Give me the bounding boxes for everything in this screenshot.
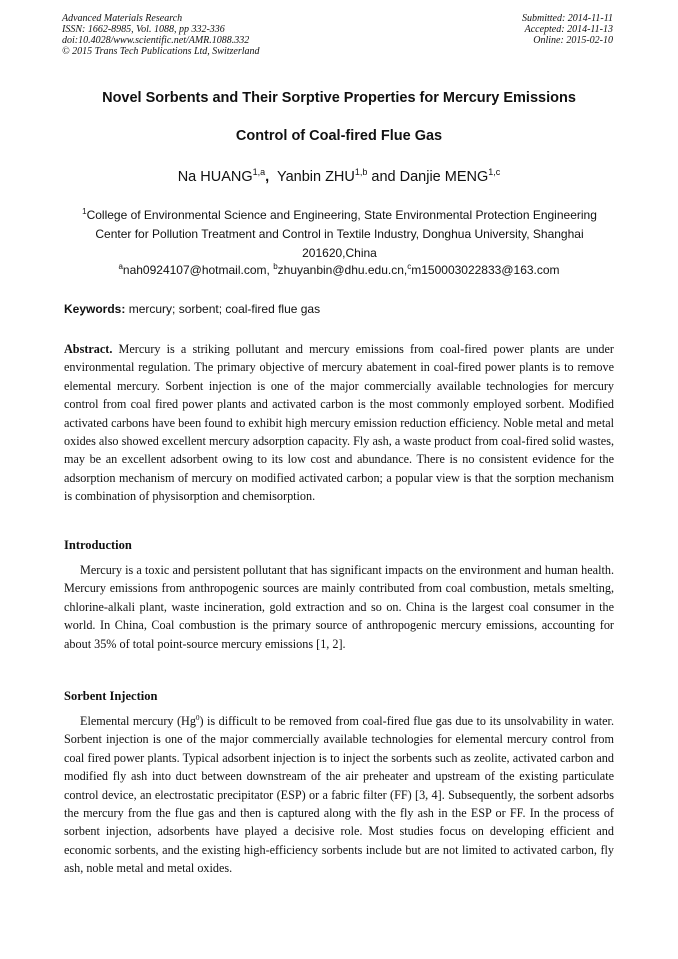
online-date: Online: 2015-02-10	[533, 35, 613, 46]
issn-line: ISSN: 1662-8985, Vol. 1088, pp 332-336	[62, 24, 225, 35]
introduction-paragraph: Mercury is a toxic and persistent pollutant that has significant impacts on the environment and human health. Mercury emissions from anthropogenic sources are mainly contributed from coal combustion, metals smelting, chlorine-alkali plant, waste incineration, gold extraction and so on. China is the largest coal consumer in the world. In China, Coal combustion is the primary source of anthropogenic mercury emissions, accounting for about 35% of total point-source mercury emissions [1, 2].	[64, 563, 614, 651]
hg-superscript: 0	[195, 713, 200, 722]
keywords-text: mercury; sorbent; coal-fired flue gas	[125, 302, 321, 316]
author-3-name: and Danjie MENG	[371, 168, 489, 185]
abstract-text: Mercury is a striking pollutant and mercury emissions from coal-fired power plants are under environmental regulation. The primary objective of mercury abatement in coal-fired power plants is to remove elemental mercury. Sorbent injection is one of the major commercially available technologies for mercury control from coal fired power plants and activated carbon is the most commonly employed sorbent. Modified activated carbons have been found to exhibit high mercury emission reduction efficiency. Noble metal and metal oxides also showed excellent mercury adsorption capacity. Fly ash, a waste product from coal-fired solid wastes, may be an excellent adsorbent owing to its low cost and abundance. There is no consistent evidence for the adsorption mechanism of mercury on modified activated carbon; a popular view is that the sorption mechanism is combination of physisorption and chemisorption.	[64, 342, 614, 504]
paper-title-line-2: Control of Coal-fired Flue Gas	[235, 128, 443, 144]
abstract-label: Abstract.	[64, 342, 113, 356]
keywords	[64, 302, 320, 316]
affiliation-text: College of Environmental Science and Engineering, State Environmental Protection Engineering Center for Pollution Treatment and Control in Textile Industry, Donghua University, Shanghai 201620,China	[86, 208, 597, 260]
submitted-date: Submitted: 2014-11-11	[521, 13, 613, 24]
affiliation-number: 1	[82, 207, 87, 216]
email-a[interactable]: nah0924107@hotmail.com,	[122, 263, 274, 277]
paper-title-line-1: Novel Sorbents and Their Sorptive Properties for Mercury Emissions	[102, 90, 576, 106]
author-2-affil: 1,b	[354, 167, 368, 177]
author-1-affil: 1,a	[252, 167, 266, 177]
affiliation	[66, 202, 613, 263]
author-2-name: Yanbin ZHU	[276, 168, 355, 185]
journal-header	[62, 13, 260, 57]
author-3-affil: 1,c	[488, 167, 501, 177]
journal-name: Advanced Materials Research	[62, 13, 183, 24]
email-c[interactable]: m150003022833@163.com	[411, 263, 560, 277]
keywords-label: Keywords:	[64, 302, 126, 316]
accepted-date: Accepted: 2014-11-13	[524, 24, 613, 35]
introduction-heading: Introduction	[64, 538, 132, 552]
sorbent-injection-heading: Sorbent Injection	[64, 689, 158, 703]
dates-header	[522, 13, 613, 46]
email-b[interactable]: zhuyanbin@dhu.edu.cn,	[277, 263, 408, 277]
abstract	[64, 340, 614, 506]
author-list: Na HUANG$^{1,a}$, Yanbin ZHU$^{1,b}$ and Danjie MENG$^{1,c}$	[177, 167, 501, 185]
author-1-name: Na HUANG	[177, 168, 253, 185]
sorbent-injection-paragraph: Elemental mercury (Hg$^0$) is difficult to be removed from coal-fired flue gas due to its unsolvability in water. Sorbent injection is one of the major commercially available technologies for elemental mercury control from coal fired power plants. Typical adsorbent injection is to inject the sorbents such as zeolite, activated carbon and modified fly ash into duct between downstream of the air preheater and upstream of the existing particulate control device, an electrostatic precipitator (ESP) or a fabric filter (FF) [3, 4]. Subsequently, the sorbent adsorbs the mercury from the flue gas and then is captured along with the fly ash in the ESP or FF. In the process of sorbent injection, adsorbents have played a decisive role. Most studies focus on developing efficient and economic sorbents, and the existing high-efficiency sorbents include but are not limited to activated carbon, fly ash, noble metal and metal oxides.	[64, 713, 614, 876]
copyright-line: © 2015 Trans Tech Publications Ltd, Switzerland	[62, 46, 260, 57]
email-list: $^a$nah0924107@hotmail.com, $^b$zhuyanbin@dhu.edu.cn,$^c$m150003022833@163.com	[118, 262, 560, 277]
doi-line: doi:10.4028/www.scientific.net/AMR.1088.332	[62, 35, 250, 46]
